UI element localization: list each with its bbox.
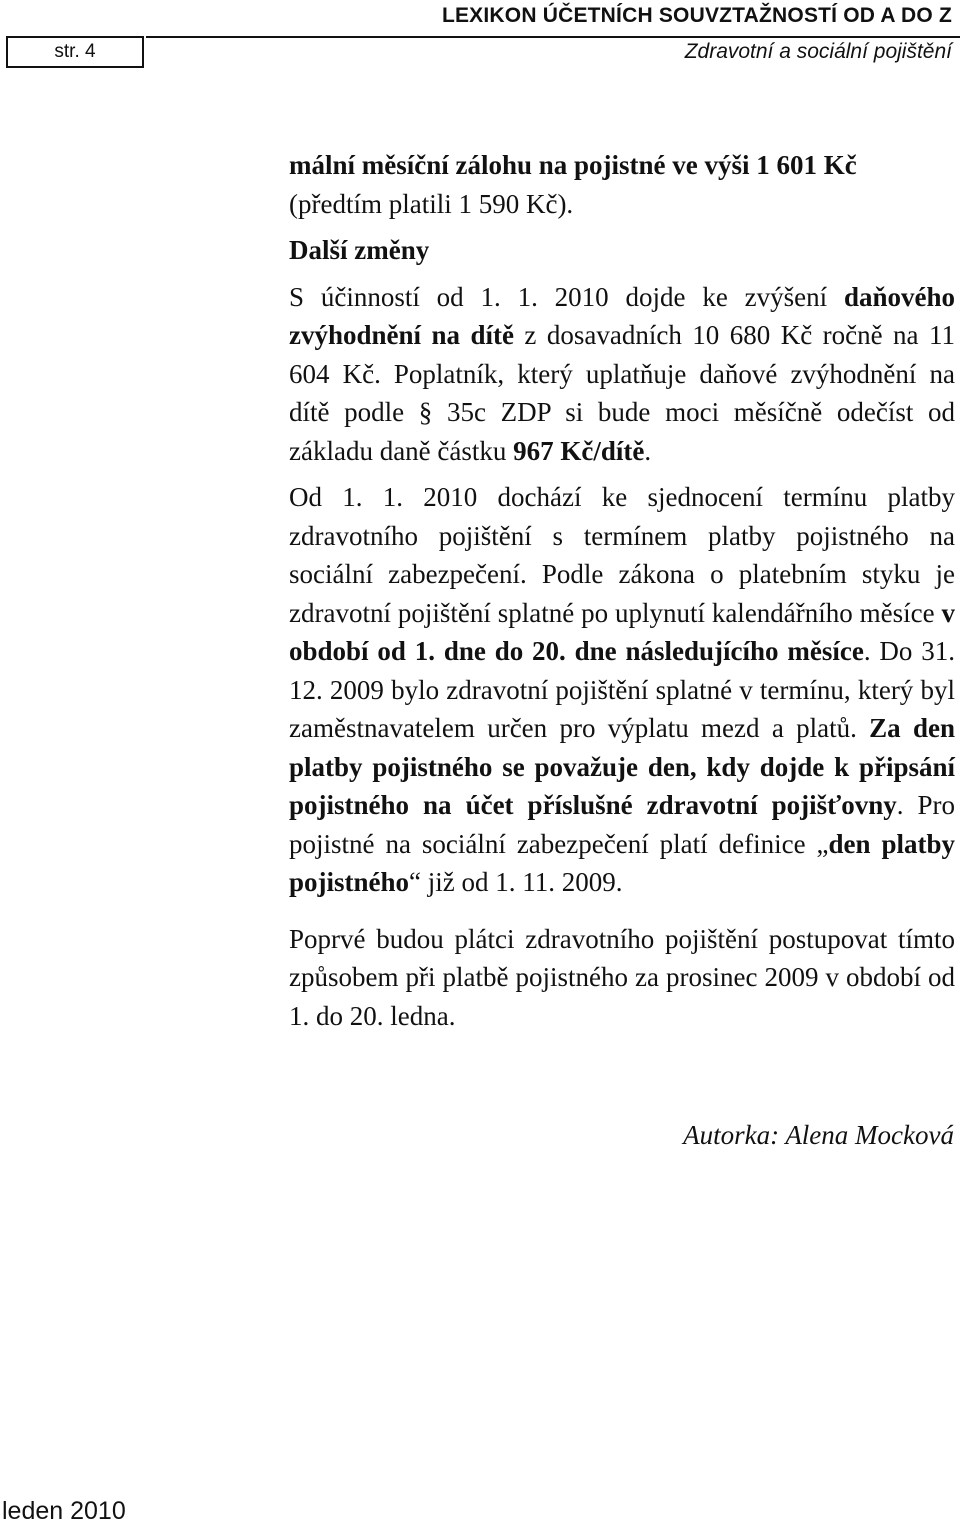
paragraph-text: Od 1. 1. 2010 dochází ke sjednocení termínu platby zdravotního pojištění s termínem platby pojistného na sociální zabezpečení. Podle zákona o platebním styku je zdravotní pojištění splatné po uplynutí kalendářního měsíce (289, 482, 955, 628)
header-rule (146, 36, 960, 38)
paragraph-payment-terms (289, 478, 955, 902)
paragraph-first-time: Poprvé budou plátci zdravotního pojištění postupovat tímto způsobem při platbě pojistného za prosinec 2009 v období od 1. do 20. ledna. (289, 923, 955, 1031)
page-number-label: str. 4 (6, 36, 144, 68)
paragraph-tax-relief (289, 278, 955, 471)
paragraph-text: (předtím platili 1 590 Kč). (289, 188, 574, 219)
footer-date: leden 2010 (2, 1497, 126, 1525)
paragraph-text: z dosavadních 10 680 Kč ročně na 11 604 Kč. Poplatník, který uplatňuje daňové zvýhodnění na dítě podle § 35c ZDP si bude moci měsíčně odečíst od základu daně částku (289, 320, 955, 466)
bold-text: daňového zvýhodnění na dítě (289, 281, 955, 350)
article-body (289, 146, 955, 1035)
bold-text: den platby pojistného (289, 828, 955, 897)
bold-text: Za den platby pojistného se považuje den, kdy dojde k připsání pojistného na účet příslušné zdravotní pojišťovny (289, 713, 956, 820)
paragraph-text: S účinností od 1. 1. 2010 dojde ke zvýšení (289, 281, 844, 312)
author-signature: Autorka: Alena Mocková (683, 1120, 954, 1150)
bold-text: 967 Kč/dítě (513, 435, 645, 466)
paragraph-text: . (644, 435, 652, 466)
bold-text: mální měsíční zálohu na pojistné ve výši 1 601 Kč (289, 150, 857, 180)
lexikon-title: LEXIKON ÚČETNÍCH SOUVZTAŽNOSTÍ OD A DO Z (441, 4, 952, 27)
heading-text: Další změny (289, 235, 430, 265)
bold-text: v období od 1. dne do 20. dne následujícího měsíce (289, 597, 955, 666)
paragraph-continuation (289, 146, 955, 223)
paragraph-text: . Pro pojistné na sociální zabezpečení platí definice „ (289, 790, 955, 859)
paragraph-text: . Do 31. 12. 2009 bylo zdravotní pojištění splatné v termínu, který byl zaměstnavatelem určen pro výplatu mezd a platů. (289, 636, 956, 743)
paragraph-text: “ již od 1. 11. 2009. (409, 867, 623, 897)
section-title: Zdravotní a sociální pojištění (684, 40, 952, 63)
section-heading (289, 231, 955, 270)
